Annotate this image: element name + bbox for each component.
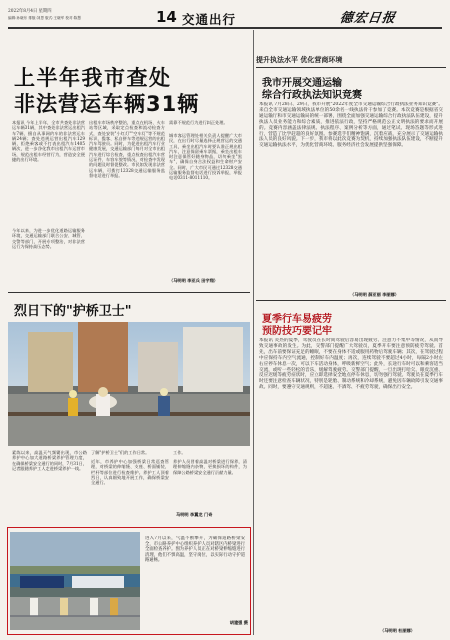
bridge-photo-caption xyxy=(145,536,245,618)
bridge-photo-workers xyxy=(8,322,250,446)
bridge-reporter: 马明明 李翼龙 门奇 xyxy=(176,512,213,517)
bridge-photo-credit: 胡建强 摄 xyxy=(229,620,248,625)
lead-col1b: 今年以来，为进一步优化道路运输服务环境，交通运输部门联合公安、城管、交警等部门，开展专项整治，对非法营运行为保持高压态势。 xyxy=(12,228,85,249)
right-divider xyxy=(256,300,446,301)
bridge-wide-illustration xyxy=(10,532,140,630)
masthead-divider xyxy=(8,27,442,29)
newspaper-logo: 德宏日报 xyxy=(338,11,397,26)
right1-reporter: （马明明 薛亚丽 李丽娜） xyxy=(350,292,399,297)
issue-date: 2022年8月4日 星期四 xyxy=(8,9,52,14)
page-number: 14 xyxy=(156,8,177,26)
right2-headline-line2: 预防技巧要记牢 xyxy=(262,326,332,337)
right1-headline-line1: 我市开展交通运输 xyxy=(262,78,342,89)
lead-col1 xyxy=(12,120,85,225)
lead-col3: 城市客运管理处相关负责人提醒广大市民，在出行时尽量选择正规营运的交通工具，乘坐出租汽车时要认准正规出租汽车，注意保留乘车票据，乘坐出租车时注意保管好随身物品，切勿乘坐"黑车"，确保自身合法权益和生命财产安全。同时，广大市民可通过12328交通运输服务监督电话进行投诉举报，举报电话0311-8011110。 xyxy=(169,133,242,181)
lead-headline-line2: 非法营运车辆31辆 xyxy=(14,92,200,116)
bridge-headline: 烈日下的"护桥卫士" xyxy=(14,304,132,319)
right2-body: 本报讯 炎热的夏季，驾驶员在长时间驾驶后容易出现疲劳、注意力不集中等情况，从而导致交通事故的发生。为此，交警部门提醒广大驾驶员，夏季开车要注意预防疲劳驾驶。首先，出车前要保证充足的睡眠，不要在身体不适或服用药物后驾驶车辆；其次，在驾驶过程中应保持车内空气流通，控制好车内温度；再次，连续驾驶不要超过4小时，每隔2小时左右应停车休息一次，可以下车活动身体，呼吸新鲜空气；此外，长途行车时可以和乘客适当交流，或听一些轻松的音乐，缓解驾驶疲劳。交警部门提醒，一旦出现打哈欠、眼皮沉重、反应迟缓等疲劳症状时，应立即选择安全地点停车休息，切勿强行驾驶。驾驶员在夏季行车时还要注意检查车辆状况，特别是轮胎、制动系统和冷却系统，避免因车辆故障引发交通事故。同时，要遵守交通规则，不超速、不酒驾、不疲劳驾驶，确保出行安全。 xyxy=(259,338,443,391)
lead-col1-text: 本报讯 今年上半年，全市共查处非法营运车辆31辆，其中查处非法营运出租汽车7辆、擅自从事网约车的非法营运车辆24辆；查处违规运营出租汽车129辆，拒绝乘客或不打表出租汽车1405辆次，进一步净化我市出租汽车运营市场，规范出租车经营行为，营造安全便捷的出行环境。 xyxy=(12,120,85,163)
lead-divider xyxy=(8,292,250,293)
bridge-col1: 素练以来，高温天气频繁出现，市公路养护中心加大道路桥梁养护管理力度，在确保桥梁安全通行的同时，7月31日，记者跟随养护工人走进桥梁养护一线。 xyxy=(12,450,87,471)
bridge-col3-top: 工作。 xyxy=(173,450,186,455)
bridge-photo-caption-text: 进入7月以来，气温不断攀升，为确保道路桥梁安全，市公路养护中心组织养护人员对辖区内桥梁进行全面检查养护。图为养护人员正在对桥梁伸缩缝进行清理，他们不惧高温，坚守岗位，以实际行动守护道路通畅。 xyxy=(145,536,245,564)
lead-col3-top: 需靠不规范行为进行纠正处理。 xyxy=(169,120,228,125)
lead-col2: 出租车市场秩序整治，重点在机场、火车站等区域，采取定点检查和流动检查方式，查处安装"小红灯""空车灯"等不规范标识、揽客、私自拼车等违规运营的出租汽车驾驶员。同时，为促进出租汽车行业健康发展，交通运输部门每月对全市出租汽车进行综合检查，重点检查出租汽车营运证件、车容车貌等情况，对检查中发现的问题及时督促整改。市民如发现非法营运车辆，可拨打12328交通运输服务监督电话进行举报。 xyxy=(89,120,165,178)
right1-headline-line2: 综合行政执法知识竞赛 xyxy=(262,90,362,101)
right1-kicker-box xyxy=(256,54,444,66)
column-divider xyxy=(253,30,254,635)
right1-kicker-rule xyxy=(256,67,446,68)
right1-body: 本报讯 7月28日、29日，我市开展"2022年度全市交通运输综合行政执法业务知识竞赛"。来自全市交通运输领域执法单位的50余名一线执法骨干参加了竞赛。本次竞赛是根据省交通运输厅和市交通运输局的统一部署，围绕全面加强交通运输综合行政执法队伍建设，提升执法人员业务能力和综合素质，推进依法行政，坚持严格规范公正文明执法的要求而开展的。竞赛内容涵盖法律法规、执法程序、案例分析等方面，通过笔试、现场答题等形式进行，营造了比学赶超的良好氛围。参赛选手们精神饱满，沉着应战，充分展示了交通运输执法人员的良好风貌。下一步，我市将以此次竞赛为契机，持续加强执法队伍建设，不断提升交通运输执法水平，为优化营商环境、服务经济社会发展提供坚强保障。 xyxy=(259,102,443,149)
bridge-col3: 养护人员冒着高温对桥梁进行保养，清理伸缩缝内杂物，更换损坏的构件，为保障公路桥梁安全通行贡献力量。 xyxy=(173,459,247,475)
right2-reporter: （马明明 杜丽娜） xyxy=(380,628,415,633)
right2-headline-line1: 夏季行车易疲劳 xyxy=(262,314,332,325)
bridge-col2: 近年，市养护中心加强桥梁日常巡查管理，对桥梁的伸缩缝、支座、桥面铺装、栏杆等部位进行检查维护。养护工人顶着烈日，认真细致地开展工作，确保桥梁安全通行。 xyxy=(91,459,169,486)
bridge-photo-wide xyxy=(10,532,140,630)
lead-reporter: （马明明 李亚兵 田宇翔） xyxy=(169,278,218,283)
bridge-col2-top: 了解"护桥卫士"们的工作日常。 xyxy=(91,450,150,455)
right1-kicker: 提升执法水平 优化营商环境 xyxy=(256,56,343,64)
bridge-photo-illustration xyxy=(8,322,250,446)
lead-headline-line1: 上半年我市查处 xyxy=(14,66,172,90)
editor-credits: 编辑:孙晓东 排版:刘思 版式:王晓军 校对:陈慧 xyxy=(8,16,81,20)
section-title: 交通出行 xyxy=(182,12,237,27)
